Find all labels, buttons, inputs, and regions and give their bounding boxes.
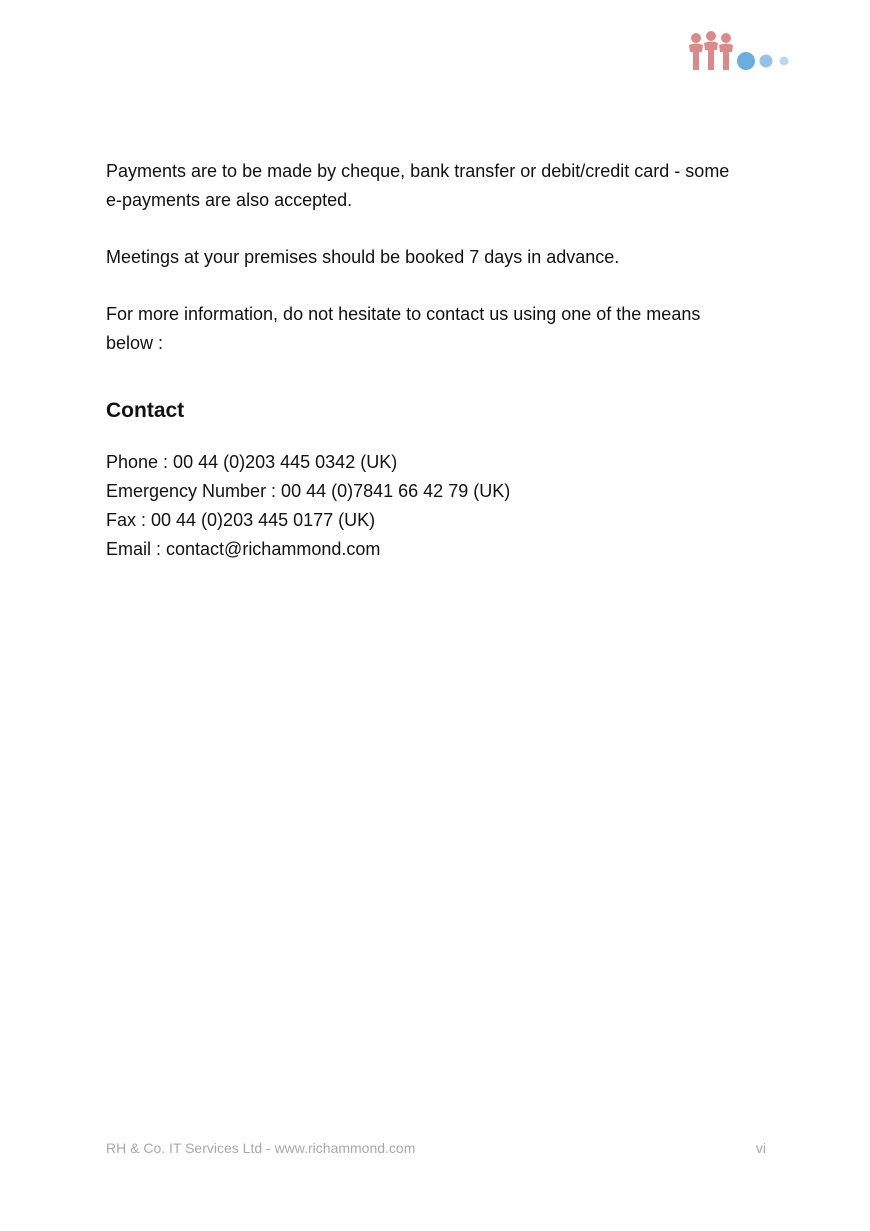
contact-email[interactable]: Email : contact@richammond.com	[106, 539, 381, 559]
contact-fax: Fax : 00 44 (0)203 445 0177 (UK)	[106, 510, 376, 530]
page-number: vi	[755, 1140, 766, 1156]
logo-dot-small-icon	[780, 57, 789, 66]
logo-dot-medium-icon	[760, 55, 773, 68]
contact-list	[106, 448, 776, 564]
people-figures-icon	[689, 31, 733, 70]
information-paragraph	[106, 300, 776, 358]
paragraph-line: below :	[106, 333, 164, 353]
footer-company: RH & Co. IT Services Ltd - www.richammond.com	[106, 1140, 416, 1156]
logo-dot-large-icon	[737, 52, 755, 70]
company-logo	[686, 30, 796, 76]
contact-heading: Contact	[106, 399, 185, 422]
contact-emergency-number: Emergency Number : 00 44 (0)7841 66 42 79 (UK)	[106, 481, 511, 501]
paragraph-line: e-payments are also accepted.	[106, 190, 353, 210]
meetings-paragraph	[106, 243, 776, 272]
page-footer	[106, 1140, 766, 1156]
document-body	[106, 157, 776, 564]
paragraph-line: Meetings at your premises should be booked 7 days in advance.	[106, 247, 620, 267]
paragraph-line: For more information, do not hesitate to contact us using one of the means	[106, 304, 701, 324]
paragraph-line: Payments are to be made by cheque, bank transfer or debit/credit card - some	[106, 161, 730, 181]
payment-paragraph	[106, 157, 776, 215]
contact-phone: Phone : 00 44 (0)203 445 0342 (UK)	[106, 452, 398, 472]
